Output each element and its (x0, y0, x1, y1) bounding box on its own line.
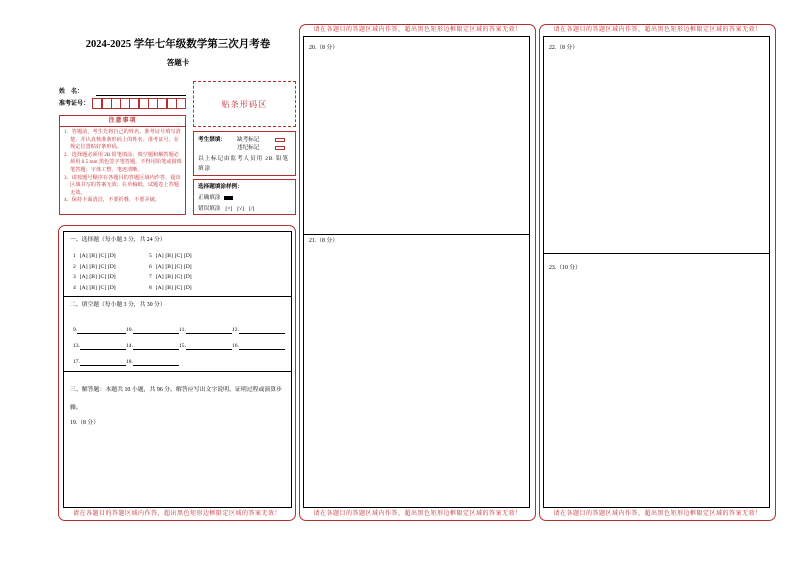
exam-id-boxes (93, 98, 186, 109)
option-a-bubble[interactable]: [A] (79, 285, 88, 292)
answer-box-page-3 (543, 36, 770, 508)
blank-row (73, 318, 285, 334)
fill-sample-heading: 选择题填涂样例： (198, 184, 243, 190)
answer-area-22[interactable] (544, 37, 769, 254)
exam-title: 2024-2025 学年七年级数学第三次月考卷 (85, 39, 271, 50)
option-b-bubble[interactable]: [B] (165, 263, 173, 270)
option-d-bubble[interactable]: [D] (183, 253, 192, 260)
name-label: 姓 名： (59, 89, 84, 95)
blank-item (73, 327, 126, 334)
option-a-bubble[interactable]: [A] (79, 253, 88, 260)
blank-grid (73, 318, 285, 366)
blank-answer-line[interactable] (239, 344, 285, 350)
notice-item: 1．答题前，考生先将自己的姓名，准考证号填写清楚，并认真核准条形码上的姓名、准考证号，在规定位置贴好条形码。 (64, 129, 181, 151)
correct-fill-mark (224, 196, 233, 200)
violation-mark-label: 违纪标记 (237, 145, 260, 151)
option-a-bubble[interactable]: [A] (155, 274, 164, 281)
wrong-fill-mark-check: [√] (237, 206, 245, 212)
question-number: 1 (73, 253, 76, 260)
option-b-bubble[interactable]: [B] (165, 274, 173, 281)
blank-answer-line[interactable] (133, 360, 179, 366)
question-number: 7 (149, 274, 152, 281)
blank-item (179, 343, 232, 350)
blank-answer-line[interactable] (239, 328, 285, 334)
absent-mark-label: 缺考标记 (237, 137, 260, 143)
option-a-bubble[interactable]: [A] (79, 274, 88, 281)
choice-question-5 (149, 252, 225, 260)
answer-box-page-1 (63, 231, 292, 508)
option-b-bubble[interactable]: [B] (165, 253, 173, 260)
question-23-label: 23.（10 分） (549, 265, 581, 271)
barcode-area (193, 81, 296, 127)
violation-mark-row (237, 144, 285, 152)
notice-panel (59, 115, 186, 215)
option-c-bubble[interactable]: [C] (98, 274, 107, 281)
blank-number: 16. (232, 343, 239, 349)
choice-section-heading: 一、选择题（每小题 3 分，共 24 分） (70, 237, 166, 243)
option-c-bubble[interactable]: [C] (174, 285, 183, 292)
question-number: 6 (149, 263, 152, 270)
blank-number: 11. (179, 327, 186, 333)
solution-section-heading: 三、解答题：本题共 10 小题，共 96 分。解答应写出文字说明、证明过程或演算步骤。 (70, 387, 283, 411)
choice-row (73, 272, 225, 283)
blank-number: 15. (179, 343, 186, 349)
option-a-bubble[interactable]: [A] (155, 253, 164, 260)
blank-number: 10. (126, 327, 133, 333)
blank-item (126, 327, 179, 334)
option-b-bubble[interactable]: [B] (89, 253, 97, 260)
notice-item: 2．选择题必须用 2B 铅笔填涂；填空题和解答题必须用 0.5 mm 黑色签字笔答题，不得用铅笔或圆珠笔答题；字体工整、笔迹清晰。 (64, 151, 182, 173)
choice-question-7 (149, 273, 225, 281)
blank-item (126, 359, 179, 366)
blank-answer-line[interactable] (186, 328, 232, 334)
choice-question-4 (73, 284, 149, 292)
proctor-panel (193, 131, 296, 176)
choice-row (73, 251, 225, 262)
correct-fill-label: 正确填涂 (198, 195, 221, 201)
choice-row (73, 283, 225, 294)
blank-section-heading: 二、填空题（每小题 3 分，共 30 分） (70, 302, 166, 308)
option-d-bubble[interactable]: [D] (183, 274, 192, 281)
area-warning-header: 请在各题目的答题区域内作答，超出黑色矩形边框限定区域的答案无效！ (313, 27, 522, 33)
blank-answer-line[interactable] (133, 328, 179, 334)
area-warning-footer: 请在各题目的答题区域内作答，超出黑色矩形边框限定区域的答案无效！ (72, 511, 281, 517)
option-d-bubble[interactable]: [D] (107, 274, 116, 281)
option-d-bubble[interactable]: [D] (107, 285, 116, 292)
notice-item: 4．保持卡面清洁，不要折叠、不要弄破。 (64, 197, 160, 204)
choice-row (73, 262, 225, 273)
correct-fill-row (198, 194, 233, 202)
option-a-bubble[interactable]: [A] (79, 263, 88, 270)
exam-id-digit-box[interactable] (176, 98, 186, 109)
blank-row (73, 350, 285, 366)
blank-item (232, 327, 285, 334)
barcode-label: 贴条形码区 (221, 99, 268, 109)
answer-area-21[interactable] (304, 235, 529, 507)
blank-item (179, 327, 232, 334)
wrong-fill-row (198, 205, 254, 213)
choice-question-1 (73, 252, 149, 260)
exam-id-label: 准考证号： (59, 101, 90, 107)
option-b-bubble[interactable]: [B] (89, 274, 97, 281)
area-warning-footer: 请在各题目的答题区域内作答，超出黑色矩形边框限定区域的答案无效！ (553, 511, 762, 517)
blank-item (73, 359, 126, 366)
option-c-bubble[interactable]: [C] (174, 263, 183, 270)
choice-grid (73, 251, 225, 293)
absent-mark-box[interactable] (275, 138, 285, 143)
blank-number: 18. (126, 359, 133, 365)
answer-box-page-2 (303, 36, 530, 508)
option-d-bubble[interactable]: [D] (107, 253, 116, 260)
question-number: 3 (73, 274, 76, 281)
blank-number: 9. (73, 327, 78, 333)
option-c-bubble[interactable]: [C] (174, 274, 183, 281)
choice-question-6 (149, 263, 225, 271)
blank-section (64, 297, 291, 372)
blank-answer-line[interactable] (133, 344, 179, 350)
question-19-label: 19.（8 分） (70, 420, 99, 426)
notice-heading: 注意事项 (60, 116, 185, 127)
choice-section (64, 232, 291, 297)
blank-answer-line[interactable] (80, 344, 126, 350)
blank-answer-line[interactable] (186, 344, 232, 350)
blank-answer-line[interactable] (80, 360, 126, 366)
wrong-fill-label: 错误填涂 (198, 206, 221, 212)
question-22-label: 22.（8 分） (549, 45, 578, 51)
violation-mark-box[interactable] (275, 146, 285, 151)
choice-question-2 (73, 263, 149, 271)
blank-item (73, 343, 126, 350)
blank-row (73, 334, 285, 350)
absent-mark-row (237, 136, 285, 144)
option-c-bubble[interactable]: [C] (98, 253, 107, 260)
proctor-label: 考生禁填： (198, 137, 226, 143)
notice-item: 3．请按题号顺序在各题目的答题区域内作答，超出区域书写的答案无效；在草稿纸、试题卷上答题无效。 (64, 174, 181, 196)
sheet-subtitle: 答题卡 (166, 58, 190, 67)
blank-number: 14. (126, 343, 133, 349)
question-number: 2 (73, 263, 76, 270)
fill-sample-panel (193, 179, 296, 215)
wrong-fill-mark-cross: [×] (225, 206, 233, 212)
name-field[interactable] (96, 88, 186, 96)
option-a-bubble[interactable]: [A] (155, 263, 164, 270)
area-warning-footer: 请在各题目的答题区域内作答，超出黑色矩形边框限定区域的答案无效！ (313, 511, 522, 517)
option-b-bubble[interactable]: [B] (165, 285, 173, 292)
option-b-bubble[interactable]: [B] (89, 263, 97, 270)
option-a-bubble[interactable]: [A] (155, 285, 164, 292)
answer-area-20[interactable] (304, 37, 529, 235)
question-number: 5 (149, 253, 152, 260)
blank-item (232, 343, 285, 350)
notice-list (60, 127, 185, 205)
option-d-bubble[interactable]: [D] (183, 285, 192, 292)
choice-question-3 (73, 273, 149, 281)
option-b-bubble[interactable]: [B] (89, 285, 97, 292)
question-20-label: 20.（8 分） (309, 45, 338, 51)
proctor-note: 以上标记由监考人员用 2B 铅笔填涂 (198, 156, 289, 172)
blank-number: 13. (73, 343, 80, 349)
blank-item (126, 343, 179, 350)
blank-answer-line[interactable] (77, 328, 126, 334)
option-c-bubble[interactable]: [C] (174, 253, 183, 260)
answer-area-19[interactable] (64, 416, 291, 507)
wrong-fill-mark-slash: [/] (249, 206, 255, 212)
option-c-bubble[interactable]: [C] (98, 263, 107, 270)
question-21-label: 21.（8 分） (309, 238, 338, 244)
option-d-bubble[interactable]: [D] (107, 263, 116, 270)
blank-number: 17. (73, 359, 80, 365)
option-d-bubble[interactable]: [D] (183, 263, 192, 270)
solution-section (64, 372, 291, 507)
area-warning-header: 请在各题目的答题区域内作答，超出黑色矩形边框限定区域的答案无效！ (553, 27, 762, 33)
option-c-bubble[interactable]: [C] (98, 285, 107, 292)
choice-question-8 (149, 284, 225, 292)
blank-number: 12. (232, 327, 239, 333)
question-number: 8 (149, 285, 152, 292)
question-number: 4 (73, 285, 76, 292)
answer-area-23[interactable] (544, 254, 769, 507)
